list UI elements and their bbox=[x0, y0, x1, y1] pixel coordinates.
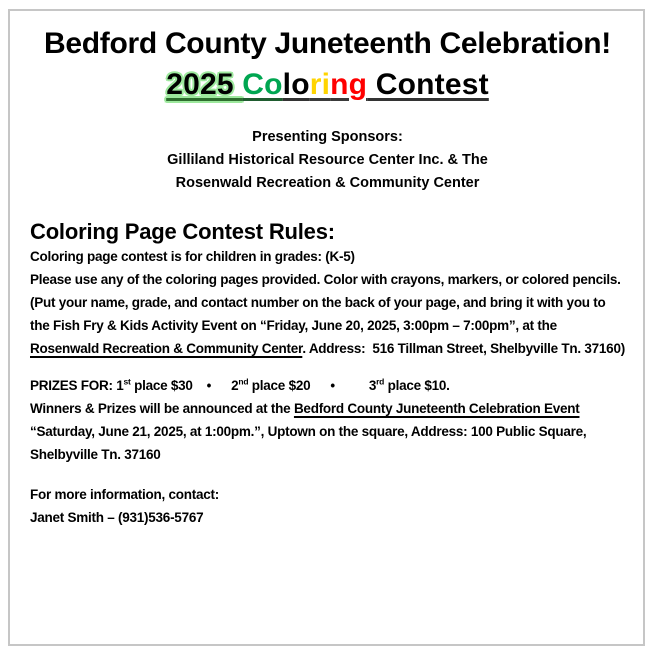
flyer-page bbox=[8, 9, 645, 646]
prize-second-num: 2 bbox=[231, 378, 239, 393]
prizes-label: PRIZES FOR: bbox=[30, 378, 113, 393]
subtitle-segment-lo: lo bbox=[282, 68, 310, 101]
rule-submission bbox=[30, 291, 625, 360]
contact-label: For more information, contact: bbox=[30, 487, 220, 502]
bullet-icon: • bbox=[206, 378, 212, 393]
prize-first-amount: place $30 bbox=[130, 378, 193, 393]
venue-name-underlined: Rosenwald Recreation & Community Center bbox=[30, 341, 303, 356]
prize-first-place bbox=[116, 378, 192, 393]
bullet-icon: • bbox=[330, 378, 335, 393]
event-name-underlined: Bedford County Juneteenth Celebration Event bbox=[293, 401, 580, 416]
rule-submission-text: (Put your name, grade, and contact number on the back of your page, and bring it with you to the Fish Fry & Kids Activity Event on “Friday, June 20, 2025, 3:00pm – 7:00pm”, at the bbox=[30, 295, 606, 333]
sponsor-line-1: Gilliland Historical Resource Center Inc. & The bbox=[167, 152, 488, 168]
prize-first-num: 1 bbox=[116, 378, 124, 393]
prize-second-amount: place $20 bbox=[248, 378, 311, 393]
contact-block bbox=[30, 483, 625, 529]
contact-name-phone: Janet Smith – (931)536-5767 bbox=[30, 510, 204, 525]
rules-heading: Coloring Page Contest Rules: bbox=[30, 219, 335, 244]
subtitle-segment-ng: ng bbox=[330, 68, 368, 101]
rule-materials: Please use any of the coloring pages provided. Color with crayons, markers, or colored pencils. bbox=[30, 272, 621, 287]
subtitle bbox=[30, 66, 625, 104]
page-title: Bedford County Juneteenth Celebration! bbox=[44, 27, 611, 60]
prize-second-ordinal: nd bbox=[238, 376, 249, 387]
winners-details: “Saturday, June 21, 2025, at 1:00pm.”, Uptown on the square, Address: 100 Public Square, Shelbyville Tn. 37160 bbox=[30, 424, 587, 462]
prize-third-amount: place $10. bbox=[384, 378, 450, 393]
prizes-winners-block bbox=[30, 374, 625, 466]
prize-first-ordinal: st bbox=[123, 376, 131, 387]
prize-third-place bbox=[369, 378, 450, 393]
sponsor-line-2: Rosenwald Recreation & Community Center bbox=[175, 175, 480, 191]
prize-second-place bbox=[231, 378, 310, 393]
subtitle-segment-co: Co bbox=[242, 68, 283, 101]
prize-third-num: 3 bbox=[368, 378, 377, 393]
subtitle-segment-ri: ri bbox=[309, 68, 331, 101]
rule-grades: Coloring page contest is for children in grades: (K-5) bbox=[30, 249, 355, 264]
prize-third-ordinal: rd bbox=[376, 376, 385, 387]
subtitle-segment-2025: 2025 bbox=[166, 68, 243, 101]
winners-announcement bbox=[30, 397, 625, 466]
subtitle-segment-contest: Contest bbox=[367, 68, 489, 101]
prizes-line bbox=[30, 374, 625, 397]
sponsors-block bbox=[30, 126, 625, 195]
rule-submission-address: . Address: 516 Tillman Street, Shelbyville Tn. 37160) bbox=[302, 341, 625, 356]
winners-text: Winners & Prizes will be announced at the bbox=[30, 401, 294, 416]
sponsors-label: Presenting Sponsors: bbox=[252, 129, 403, 145]
